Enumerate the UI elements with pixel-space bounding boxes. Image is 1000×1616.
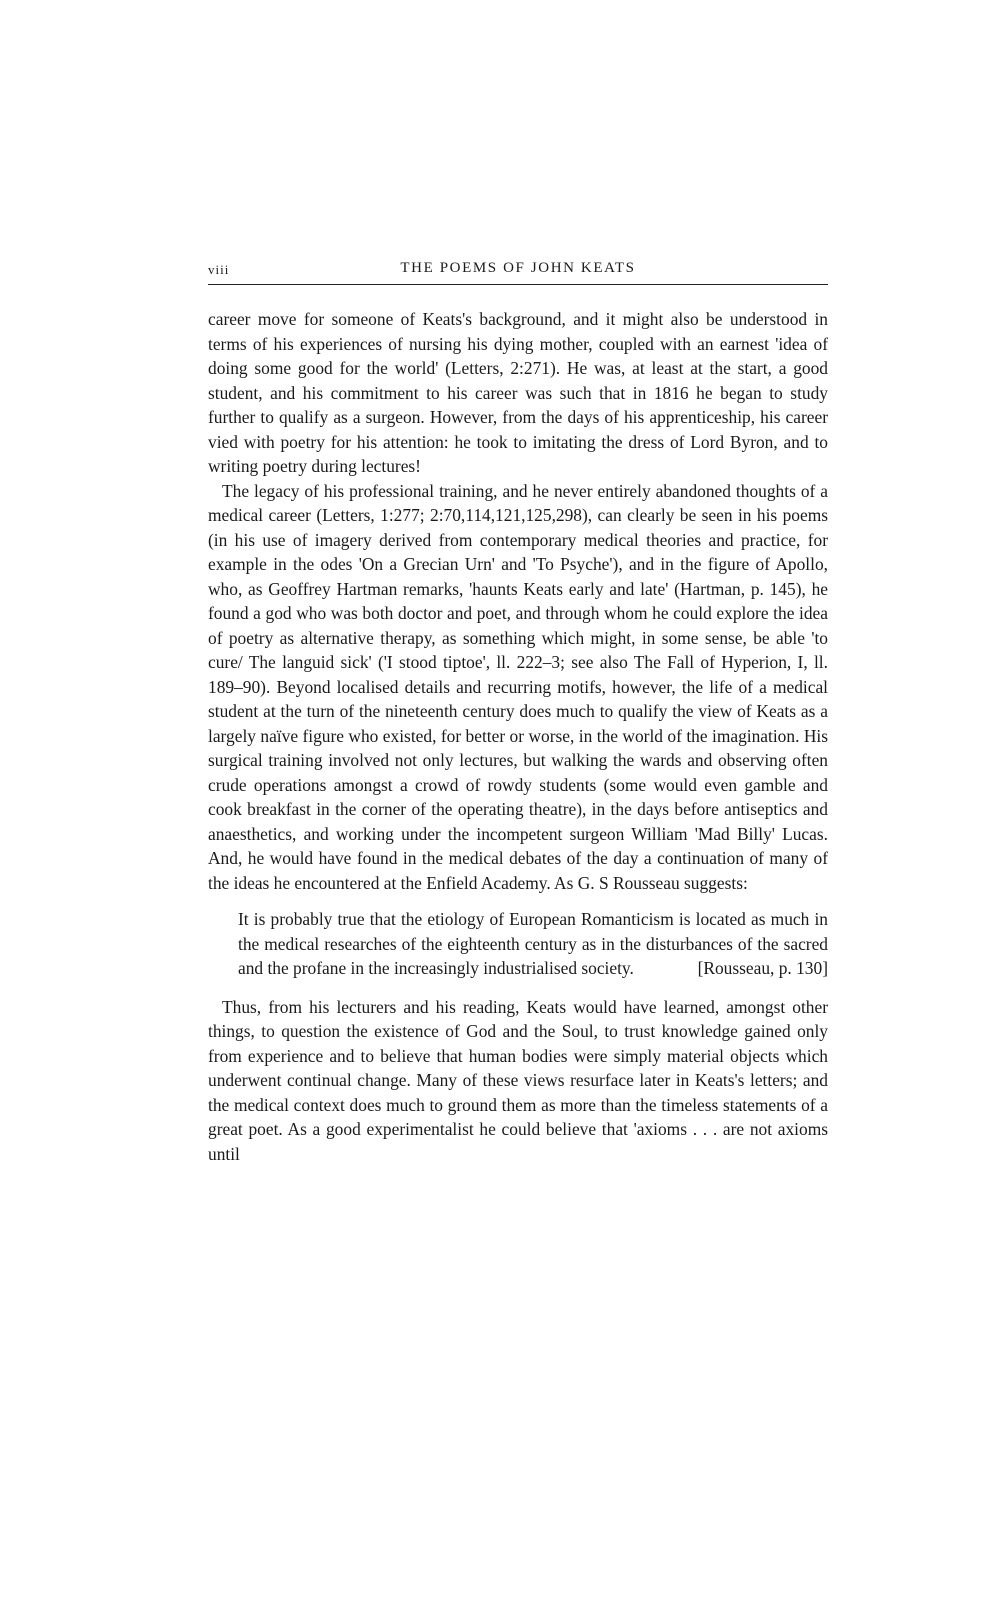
block-quote [238, 907, 828, 981]
book-page [208, 258, 828, 1166]
quote-text: It is probably true that the etiology of European Romanticism is located as much in the medical researches of the eighteenth century as in the disturbances of the sacred and the profane in the increasingly industrialised society. [238, 909, 828, 978]
paragraph-2: The legacy of his professional training, and he never entirely abandoned thoughts of a medical career (Letters, 1:277; 2:70,114,121,125,298), can clearly be seen in his poems (in his use of imagery derived from contemporary medical theories and practice, for example in the odes 'On a Grecian Urn' and 'To Psyche'), and in the figure of Apollo, who, as Geoffrey Hartman remarks, 'haunts Keats early and late' (Hartman, p. 145), he found a god who was both doctor and poet, and through whom he could explore the idea of poetry as alternative therapy, as something which might, in some sense, be able 'to cure/ The languid sick' ('I stood tiptoe', ll. 222–3; see also The Fall of Hyperion, I, ll. 189–90). Beyond localised details and recurring motifs, however, the life of a medical student at the turn of the nineteenth century does much to qualify the view of Keats as a largely naïve figure who existed, for better or worse, in the world of the imagination. His surgical training involved not only lectures, but walking the wards and observing often crude operations amongst a crowd of rowdy students (some would even gamble and cook breakfast in the corner of the operating theatre), in the days before antiseptics and anaesthetics, and working under the incompetent surgeon William 'Mad Billy' Lucas. And, he would have found in the medical debates of the day a continuation of many of the ideas he encountered at the Enfield Academy. As G. S Rousseau suggests: [208, 480, 828, 893]
page-number: viii [208, 262, 230, 277]
running-head [208, 258, 828, 285]
body-text [208, 307, 828, 1166]
paragraph-3: Thus, from his lecturers and his reading, Keats would have learned, amongst other things, to question the existence of God and the Soul, to trust knowledge gained only from experience and to believe that human bodies were simply material objects which underwent continual change. Many of these views resurface later in Keats's letters; and the medical context does much to ground them as more than the timeless statements of a great poet. As a good experimentalist he could believe that 'axioms . . . are not axioms until [208, 996, 828, 1164]
paragraph-1: career move for someone of Keats's background, and it might also be understood in terms of his experiences of nursing his dying mother, coupled with an earnest 'idea of doing some good for the world' (Letters, 2:271). He was, at least at the start, a good student, and his commitment to his career was such that in 1816 he began to study further to qualify as a surgeon. However, from the days of his apprenticeship, his career vied with poetry for his attention: he took to imitating the dress of Lord Byron, and to writing poetry during lectures! [208, 309, 828, 476]
quote-citation: [Rousseau, p. 130] [697, 958, 828, 978]
running-title: THE POEMS OF JOHN KEATS [400, 260, 636, 276]
